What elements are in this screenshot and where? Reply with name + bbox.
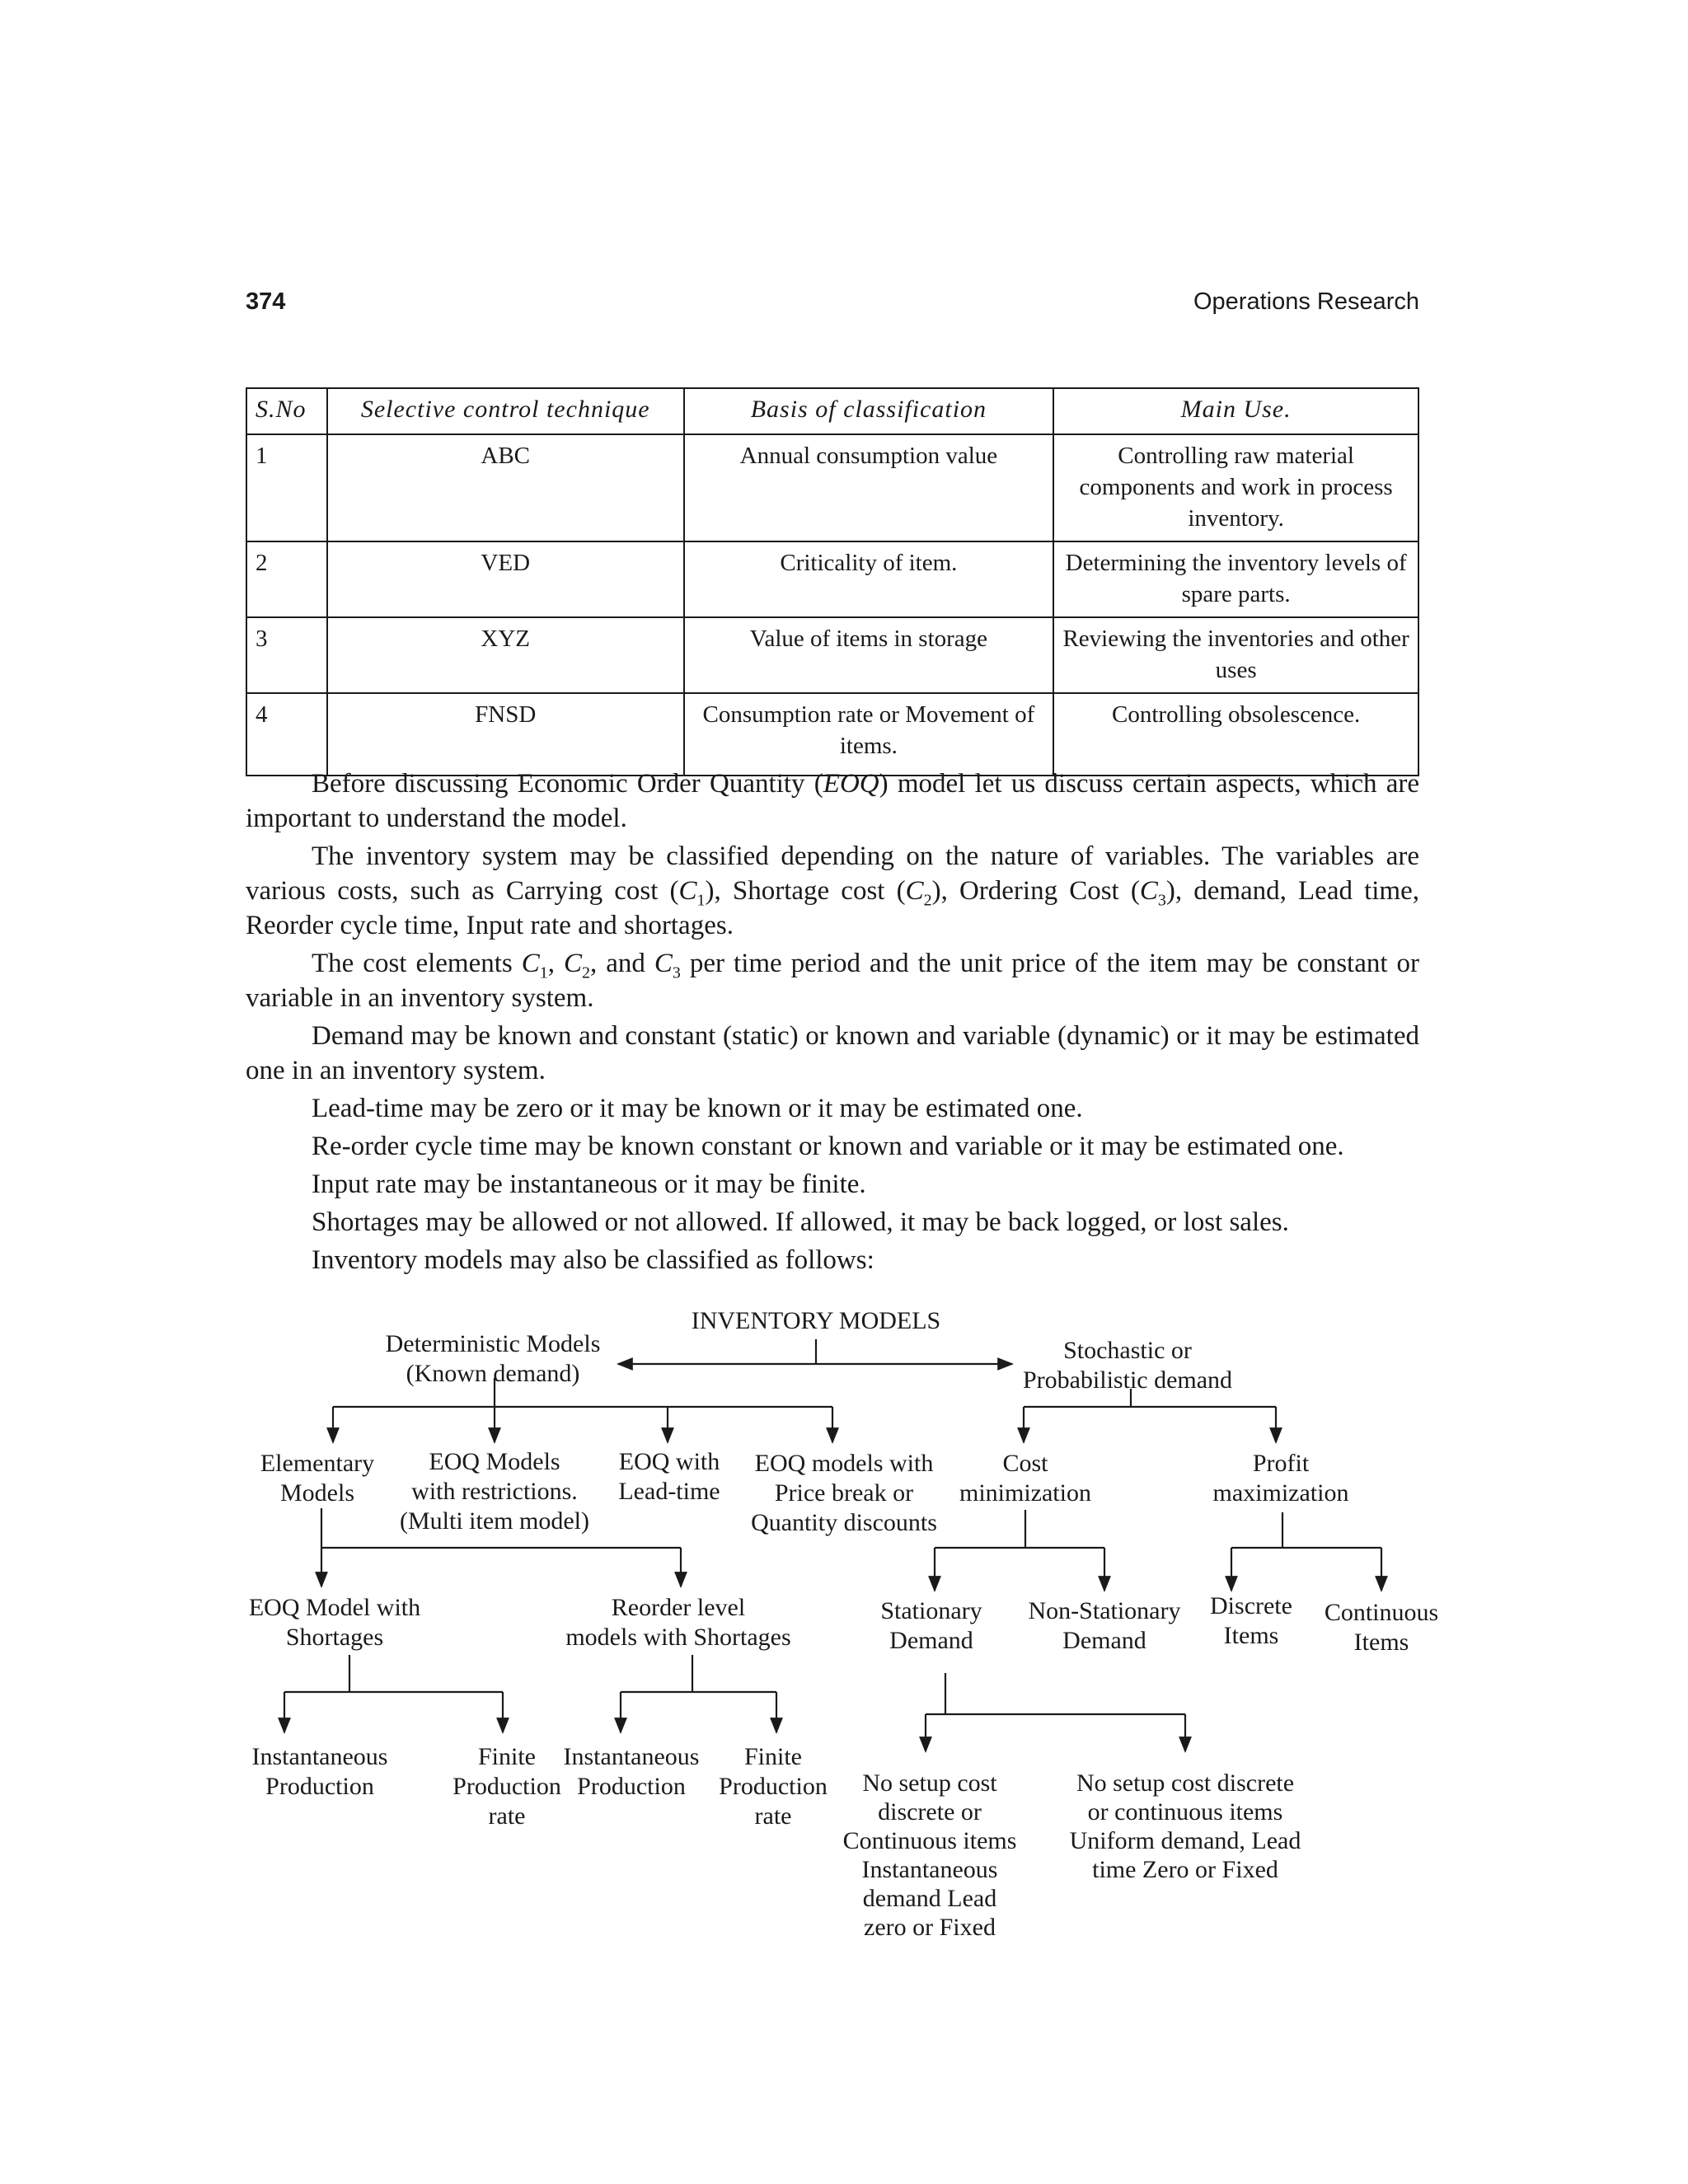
node-inst-prod-1-line1: Instantaneous xyxy=(251,1743,388,1770)
node-non-stationary-2: Demand xyxy=(1062,1627,1146,1654)
cell-sno: 2 xyxy=(246,541,327,617)
node-eoq-pricebreak-1: EOQ models with xyxy=(754,1450,934,1477)
paragraph-cost-elements: The cost elements $C_1$, $C_2$, and $C_3$ per time period and the unit price of the item may be constant or variable in an inventory system. xyxy=(246,949,1420,1013)
node-eoq-restrictions-1: EOQ Models xyxy=(429,1448,560,1475)
node-inst-prod-2-line2: Production xyxy=(577,1773,686,1800)
cell-basis: Consumption rate or Movement of items. xyxy=(684,693,1054,776)
node-deterministic-1: Deterministic Models xyxy=(385,1330,601,1357)
node-finite-prod-2-line1: Finite xyxy=(743,1743,803,1770)
cell-use: Controlling obsolescence. xyxy=(1053,693,1418,776)
node-no-setup-2-line4: time Zero or Fixed xyxy=(1092,1856,1278,1883)
cell-technique: XYZ xyxy=(327,617,684,693)
node-stationary-2: Demand xyxy=(889,1627,973,1654)
cell-use: Determining the inventory levels of spare parts. xyxy=(1053,541,1418,617)
node-no-setup-2-line1: No setup cost discrete xyxy=(1076,1769,1295,1797)
cell-basis: Annual consumption value xyxy=(684,434,1054,541)
node-finite-prod-1-line1: Finite xyxy=(477,1743,537,1770)
node-no-setup-2-line3: Uniform demand, Lead xyxy=(1069,1827,1301,1854)
book-title: Operations Research xyxy=(1193,288,1419,315)
page-number: 374 xyxy=(246,288,286,315)
node-finite-prod-2-line2: Production xyxy=(719,1773,828,1800)
cell-basis: Criticality of item. xyxy=(684,541,1054,617)
node-no-setup-1-line4: Instantaneous xyxy=(861,1856,998,1883)
node-continuous-2: Items xyxy=(1353,1629,1409,1656)
cell-use: Controlling raw material components and work in process inventory. xyxy=(1053,434,1418,541)
node-eoq-restrictions-2: with restrictions. xyxy=(411,1478,578,1505)
node-finite-prod-1-line3: rate xyxy=(488,1802,526,1830)
node-eoq-leadtime-1: EOQ with xyxy=(618,1448,720,1475)
paragraph-input-rate: Input rate may be instantaneous or it may be finite. xyxy=(312,1169,866,1199)
node-elementary-1: Elementary xyxy=(260,1450,375,1477)
node-no-setup-1-line1: No setup cost xyxy=(862,1769,997,1797)
cell-sno: 1 xyxy=(246,434,327,541)
node-eoq-pricebreak-3: Quantity discounts xyxy=(751,1509,937,1536)
node-no-setup-1-line6: zero or Fixed xyxy=(864,1914,996,1941)
header-sno: S.No xyxy=(246,388,327,434)
node-no-setup-1-line5: demand Lead xyxy=(862,1885,997,1912)
node-eoq-shortages-1: EOQ Model with xyxy=(248,1594,421,1621)
node-eoq-shortages-2: Shortages xyxy=(285,1624,384,1651)
node-eoq-leadtime-2: Lead-time xyxy=(618,1478,720,1505)
header-use: Main Use. xyxy=(1053,388,1418,434)
node-reorder-1: Reorder level xyxy=(611,1594,746,1621)
paragraph-classified: Inventory models may also be classified as follows: xyxy=(312,1245,874,1275)
node-elementary-2: Models xyxy=(280,1479,354,1507)
node-no-setup-2-line2: or continuous items xyxy=(1087,1798,1283,1825)
node-reorder-2: models with Shortages xyxy=(565,1624,791,1651)
paragraph-reorder-cycle: Re-order cycle time may be known constant or known and variable or it may be estimated one. xyxy=(312,1132,1344,1161)
node-non-stationary-1: Non-Stationary xyxy=(1028,1597,1181,1624)
node-finite-prod-1-line2: Production xyxy=(452,1773,561,1800)
cell-technique: VED xyxy=(327,541,684,617)
cell-sno: 3 xyxy=(246,617,327,693)
node-eoq-restrictions-3: (Multi item model) xyxy=(400,1507,589,1535)
node-cost-min-2: minimization xyxy=(959,1479,1091,1507)
node-discrete-2: Items xyxy=(1223,1622,1279,1649)
node-inst-prod-2-line1: Instantaneous xyxy=(563,1743,700,1770)
node-finite-prod-2-line3: rate xyxy=(754,1802,792,1830)
node-no-setup-1-line2: discrete or xyxy=(878,1798,982,1825)
node-deterministic-2: (Known demand) xyxy=(406,1360,580,1387)
node-continuous-1: Continuous xyxy=(1324,1599,1439,1626)
node-stochastic-2: Probabilistic demand xyxy=(1022,1366,1233,1394)
node-stationary-1: Stationary xyxy=(880,1597,982,1624)
paragraph-variables: The inventory system may be classified depending on the nature of variables. The variables are various costs, such as Carrying cost $(C_1)$, Shortage cost $(C_2)$, Ordering Cost $(C_3)$, demand, Lead time, Reorder cycle time, Input rate and shortages. xyxy=(246,841,1419,940)
node-profit-max-1: Profit xyxy=(1252,1450,1310,1477)
header-technique: Selective control technique xyxy=(327,388,684,434)
node-discrete-1: Discrete xyxy=(1210,1592,1292,1619)
cell-technique: ABC xyxy=(327,434,684,541)
node-stochastic-1: Stochastic or xyxy=(1063,1337,1192,1364)
paragraph-lead-time: Lead-time may be zero or it may be known or it may be estimated one. xyxy=(312,1094,1083,1123)
cell-technique: FNSD xyxy=(327,693,684,776)
paragraph-shortages: Shortages may be allowed or not allowed. If allowed, it may be back logged, or lost sales. xyxy=(312,1207,1289,1237)
cell-sno: 4 xyxy=(246,693,327,776)
node-no-setup-1-line3: Continuous items xyxy=(842,1827,1017,1854)
node-cost-min-1: Cost xyxy=(1002,1450,1048,1477)
diagram-labels xyxy=(249,1307,1438,1941)
cell-basis: Value of items in storage xyxy=(684,617,1054,693)
cell-use: Reviewing the inventories and other uses xyxy=(1053,617,1418,693)
paragraph-eoq-intro: Before discussing Economic Order Quantity (EOQ) model let us discuss certain aspects, which are important to understand the model. xyxy=(246,769,1420,833)
paragraph-demand: Demand may be known and constant (static) or known and variable (dynamic) or it may be estimated one in an inventory system. xyxy=(246,1021,1419,1085)
diagram-connectors xyxy=(284,1339,1381,1751)
header-basis: Basis of classification xyxy=(684,388,1054,434)
node-inst-prod-1-line2: Production xyxy=(265,1773,374,1800)
node-eoq-pricebreak-2: Price break or xyxy=(774,1479,914,1507)
node-profit-max-2: maximization xyxy=(1212,1479,1349,1507)
node-root: INVENTORY MODELS xyxy=(691,1307,941,1334)
